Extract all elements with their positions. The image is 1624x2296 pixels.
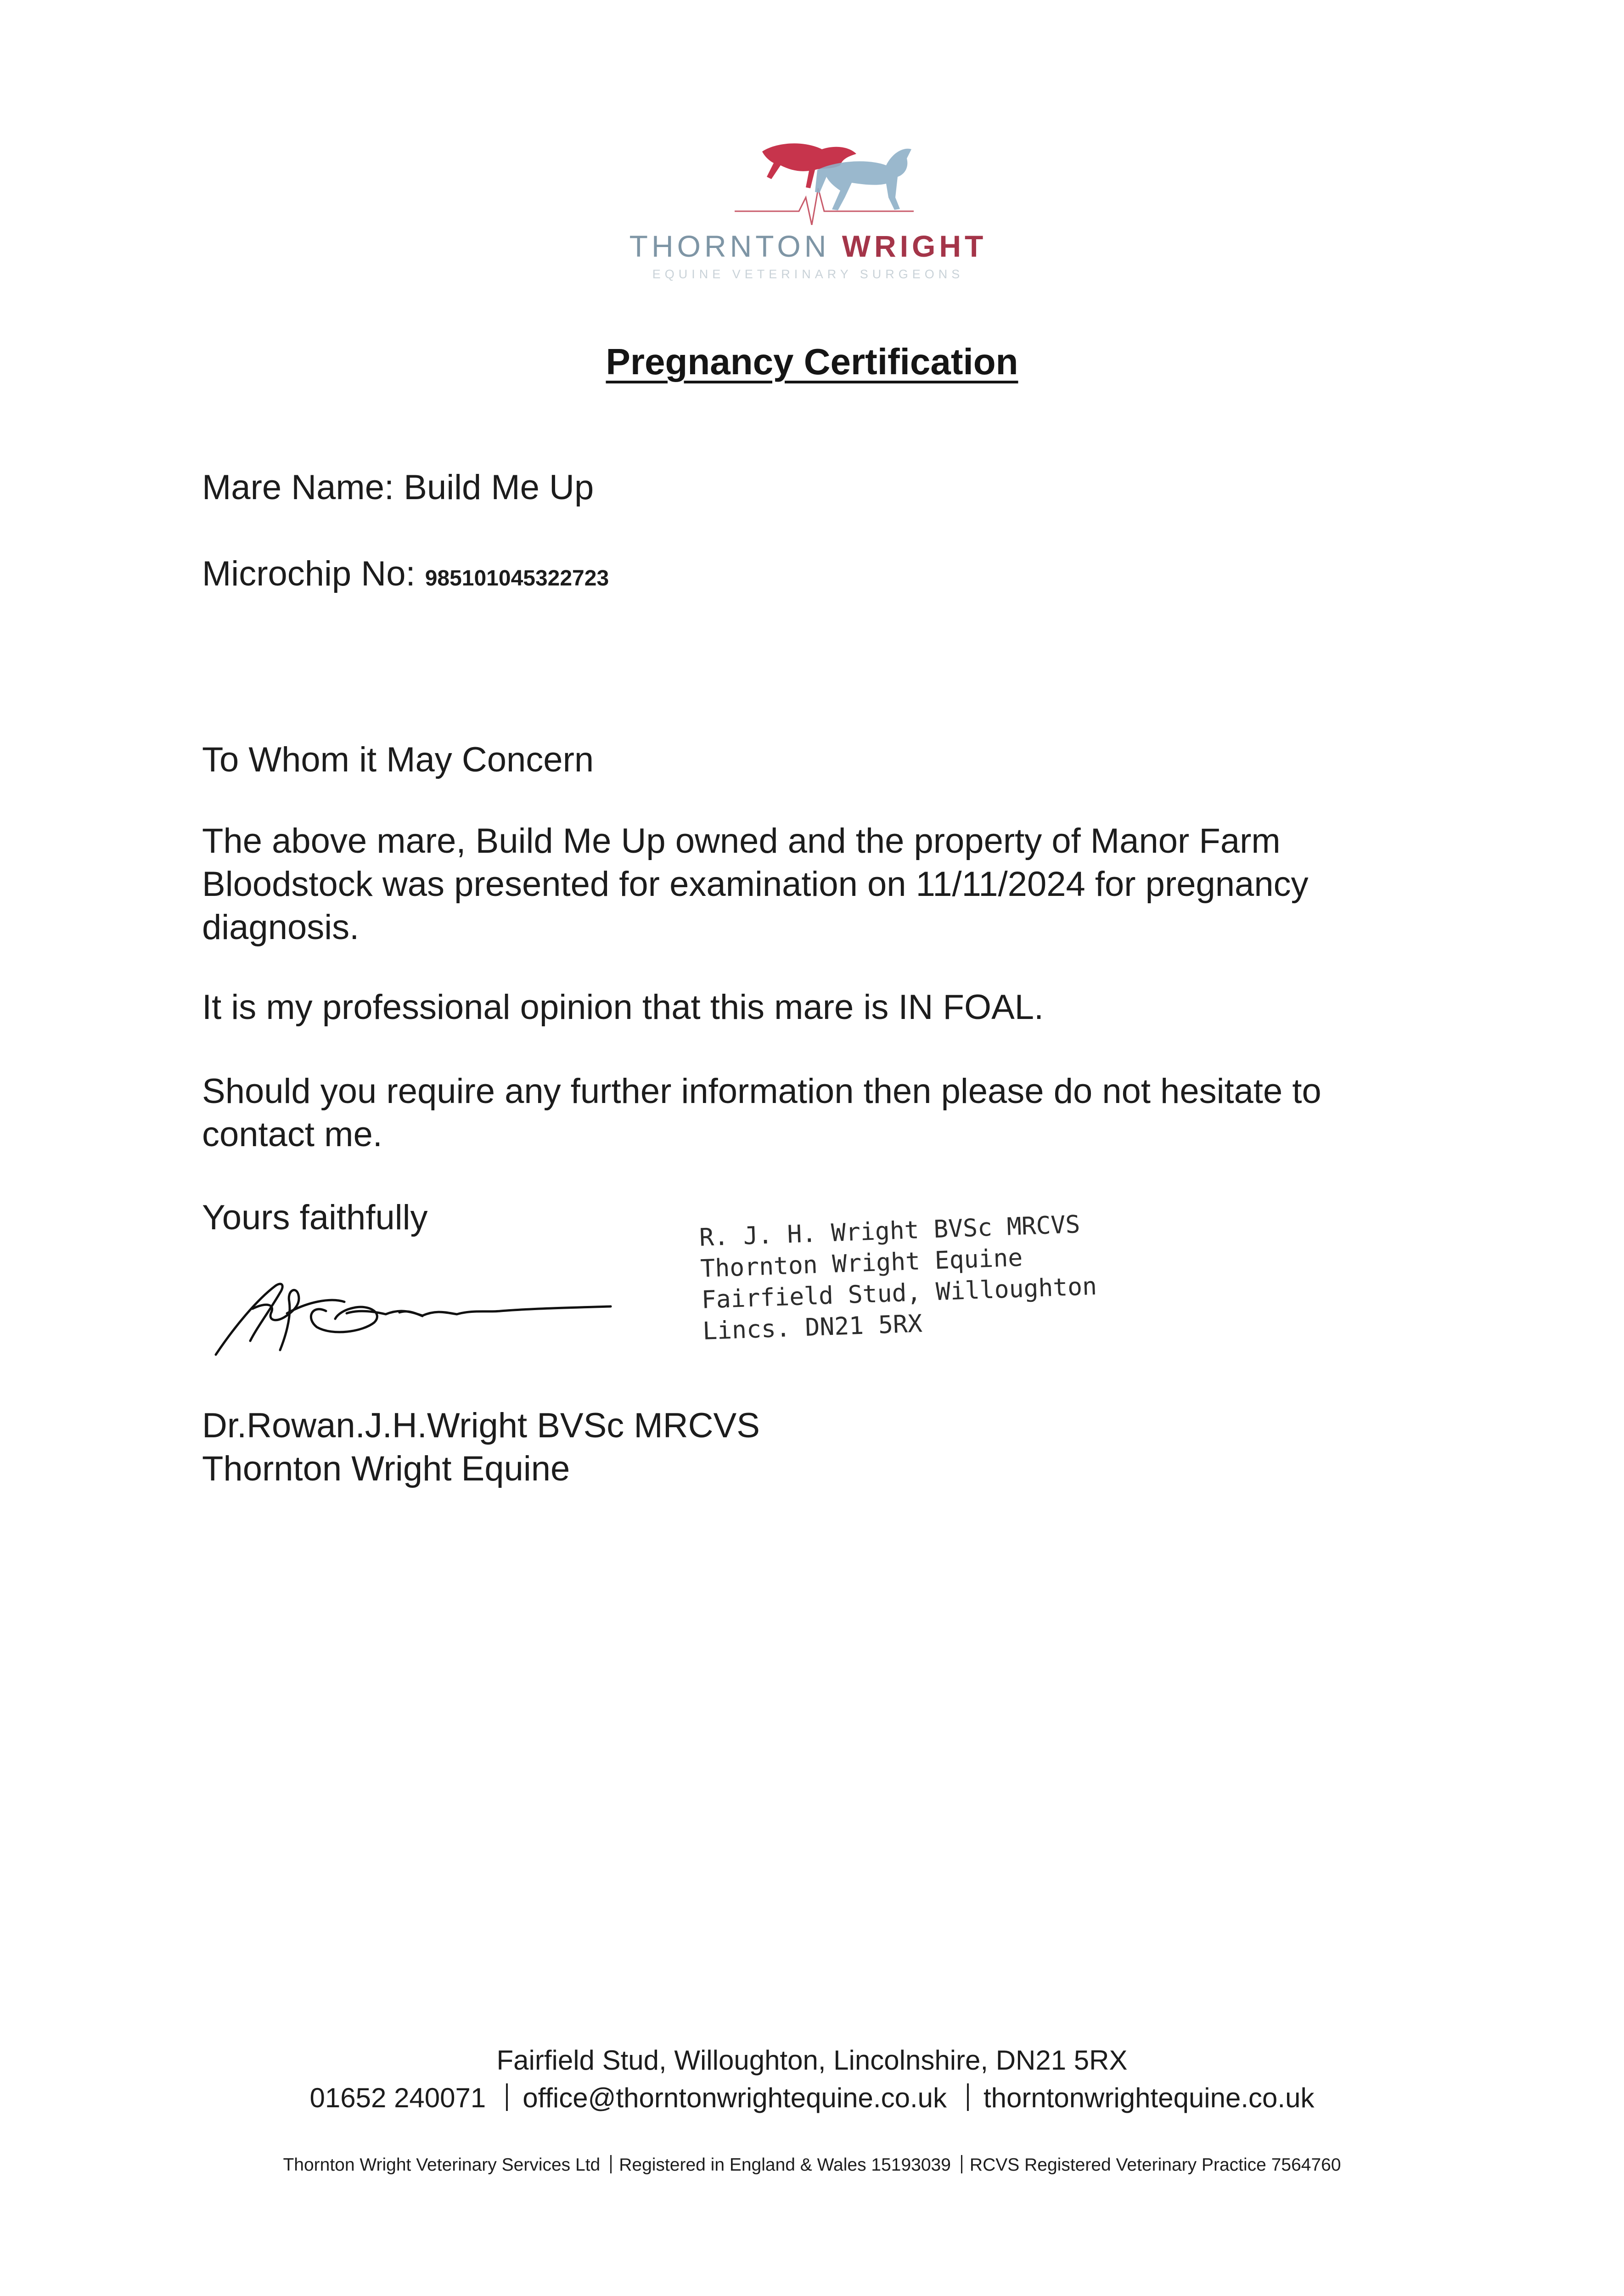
footer-registration: Registered in England & Wales 15193039 bbox=[619, 2155, 951, 2175]
address-stamp bbox=[699, 1209, 1099, 1347]
paragraph-contact: Should you require any further information then please do not hesitate to contact me. bbox=[202, 1072, 1321, 1154]
stamp-line-4: Lincs. DN21 5RX bbox=[702, 1310, 923, 1345]
footer-contacts bbox=[0, 2082, 1624, 2114]
footer-separator bbox=[506, 2083, 508, 2111]
signoff-block bbox=[202, 1404, 760, 1491]
footer-phone: 01652 240071 bbox=[309, 2082, 486, 2113]
footer-company: Thornton Wright Veterinary Services Ltd bbox=[283, 2155, 601, 2175]
footer-separator bbox=[967, 2083, 969, 2111]
horse-logo-icon bbox=[730, 133, 918, 225]
logo-name-wright: WRIGHT bbox=[842, 229, 987, 263]
mare-name-label: Mare Name: bbox=[202, 468, 394, 507]
mare-name-value: Build Me Up bbox=[404, 468, 594, 507]
footer-website[interactable]: thorntonwrightequine.co.uk bbox=[983, 2082, 1315, 2113]
paragraph-opinion: It is my professional opinion that this mare is IN FOAL. bbox=[202, 988, 1044, 1027]
microchip-label: Microchip No: bbox=[202, 554, 416, 593]
closing: Yours faithfully bbox=[202, 1198, 428, 1237]
signature-icon bbox=[207, 1258, 638, 1364]
footer-email[interactable]: office@thorntonwrightequine.co.uk bbox=[523, 2082, 947, 2113]
stamp-line-1: R. J. H. Wright BVSc MRCVS bbox=[699, 1210, 1081, 1252]
footer-separator bbox=[961, 2155, 962, 2173]
signoff-practice: Thornton Wright Equine bbox=[202, 1449, 570, 1488]
microchip-line bbox=[202, 552, 609, 600]
logo-subtitle: EQUINE VETERINARY SURGEONS bbox=[652, 267, 964, 281]
page-title: Pregnancy Certification bbox=[606, 341, 1018, 382]
stamp-line-2: Thornton Wright Equine bbox=[700, 1244, 1023, 1283]
footer-legal bbox=[0, 2155, 1624, 2175]
salutation: To Whom it May Concern bbox=[202, 740, 594, 779]
logo-name-thornton: THORNTON bbox=[629, 229, 830, 263]
mare-name-line bbox=[202, 466, 594, 509]
footer-separator bbox=[610, 2155, 612, 2173]
logo-wordmark bbox=[624, 229, 992, 264]
footer-address: Fairfield Stud, Willoughton, Lincolnshire, DN21 5RX bbox=[496, 2045, 1128, 2076]
microchip-value: 985101045322723 bbox=[425, 566, 609, 591]
paragraph-examination: The above mare, Build Me Up owned and the property of Manor Farm Bloodstock was presented for examination on 11/11/2024 for pregnancy diagnosis. bbox=[202, 822, 1309, 947]
signoff-name: Dr.Rowan.J.H.Wright BVSc MRCVS bbox=[202, 1406, 760, 1445]
stamp-line-3: Fairfield Stud, Willoughton bbox=[701, 1272, 1098, 1314]
footer-rcvs: RCVS Registered Veterinary Practice 7564760 bbox=[969, 2155, 1341, 2175]
